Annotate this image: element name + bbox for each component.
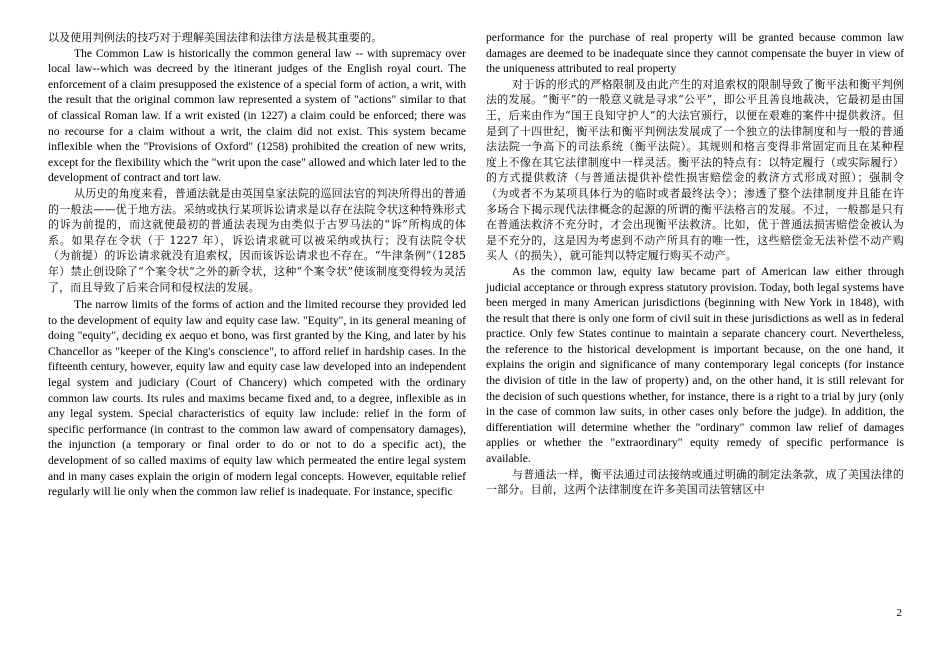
en-paragraph-common-law-history: The Common Law is historically the common general law -- with supremacy over local law--which was decreed by the itinerant judges of the English royal court. The enforcement of a claim presupposed the existence of a special form of action, a writ, with the result that the original common law represented a system of "actions" similar to that of classical Roman law. If a writ existed (in 1227) a claim could be enforced; there was no recourse for a claim without a writ, the claim did not exist. This system became inflexible when the "Provisions of Oxford" (1258) prohibited the creation of new writs, except for the flexibility which the "writ upon the case" allowed and which later led to the development of contract and tort law. [48,46,466,185]
zh-paragraph-equity-in-american-law: 与普通法一样，衡平法通过司法接纳或通过明确的制定法条款，成了美国法律的一部分。目前，这两个法律制度在许多美国司法管辖区中 [486,467,904,497]
en-paragraph-equity-in-american-law: As the common law, equity law became part of American law either through judicial acceptance or through express statutory provision. Today, both legal systems have been merged in many American jurisdictions (beginning with New York in 1848), with the result that there is only one form of civil suit in these jurisdictions as well as in federal practice. Only few States continue to maintain a separate chancery court. Nevertheless, the reference to the historical development is important because, on the one hand, it explains the origin and significance of many contemporary legal concepts (for instance the division of title in the law of property) and, on the other hand, it is still relevant for the decision of such questions whether, for instance, there is a right to a trial by jury (only in the case of common law suits, in other cases only before the judge). In addition, the differentiation will determine whether the "ordinary" common law relief of damages applies or whether the "extraordinary" equity remedy of specific performance is available. [486,264,904,466]
zh-paragraph-intro-tail: 以及使用判例法的技巧对于理解美国法律和法律方法是极其重要的。 [48,31,383,44]
zh-paragraph-equity-law: 对于诉的形式的严格限制及由此产生的对追索权的限制导致了衡平法和衡平判例法的发展。“衡平”的一般意义就是寻求“公平”，即公平且善良地裁决，它最初是由国王，后来由作为“国王良知守护人”的大法官颁行，以便在艰难的案件中提供救济。但是到了十四世纪，衡平法和衡平判例法发展成了一个独立的法律制度和与一般的普通法法院一争高下的司法系统（衡平法院）。其规则和格言变得非常固定而且在某种程度上不像在其它法律制度中一样灵活。衡平法的特点有：以特定履行（或实际履行）的方式提供救济（与普通法提供补偿性损害赔偿金的救济方式形成对照）；强制令（为或者不为某项具体行为的临时或者最终法令）；渗透了整个法律制度并且能在许多场合下揭示现代法律概念的起源的所谓的衡平法格言的发展。不过，一般都是只有在普通法救济不充分时，才会出现衡平法救济。比如，优于普通法损害赔偿金被认为是不充分的，这是因为考虑到不动产所具有的唯一性，这些赔偿金无法补偿不动产购买人（的损失），就可能判以特定履行购买不动产。 [486,77,904,263]
left-column [48,30,466,500]
zh-paragraph-common-law-history: 从历史的角度来看，普通法就是由英国皇家法院的巡回法官的判决所得出的普通的一般法——优于地方法。采纳或执行某项诉讼请求是以存在法院令状这种特殊形式的诉为前提的，而这就使最初的普通法表现为由类似于古罗马法的“诉”所构成的体系。如果存在令状（于 1227 年），诉讼请求就可以被采纳或执行；没有法院令状（为前提）的诉讼请求就没有追索权，因而该诉讼请求也不存在。“牛津条例”（1285 年）禁止创设除了“个案令状”之外的新令状，这种“个案令状”使该制度变得较为灵活了，而且导致了后来合同和侵权法的发展。 [48,186,466,294]
right-column [486,30,904,498]
page-number: 2 [896,607,902,619]
en-paragraph-specific-performance-tail: performance for the purchase of real property will be granted because common law damages are deemed to be inadequate since they cannot compensate the buyer in view of the uniqueness attributed to real property [486,31,904,76]
en-paragraph-equity-law: The narrow limits of the forms of action and the limited recourse they provided led to the development of equity law and equity case law. "Equity", in its general meaning of doing "equity", deciding ex aequo et bono, was first granted by the King, and later by his Chancellor as "keeper of the King's conscience", to afford relief in hardship cases. In the fifteenth century, however, equity law and equity case law developed into an independent legal system and judiciary (Court of Chancery) which competed with the ordinary common law courts. Its rules and maxims became fixed and, to a degree, inflexible as in any legal system. Special characteristics of equity law include: relief in the form of specific performance (in contrast to the common law award of compensatory damages), the injunction (a temporary or final order to do or not to do a specific act), the development of so called maxims of equity law which permeated the entire legal system and in many cases explain the origin of modern legal concepts. However, equitable relief regularly will lie only when the common law relief is inadequate. For instance, specific [48,298,466,499]
